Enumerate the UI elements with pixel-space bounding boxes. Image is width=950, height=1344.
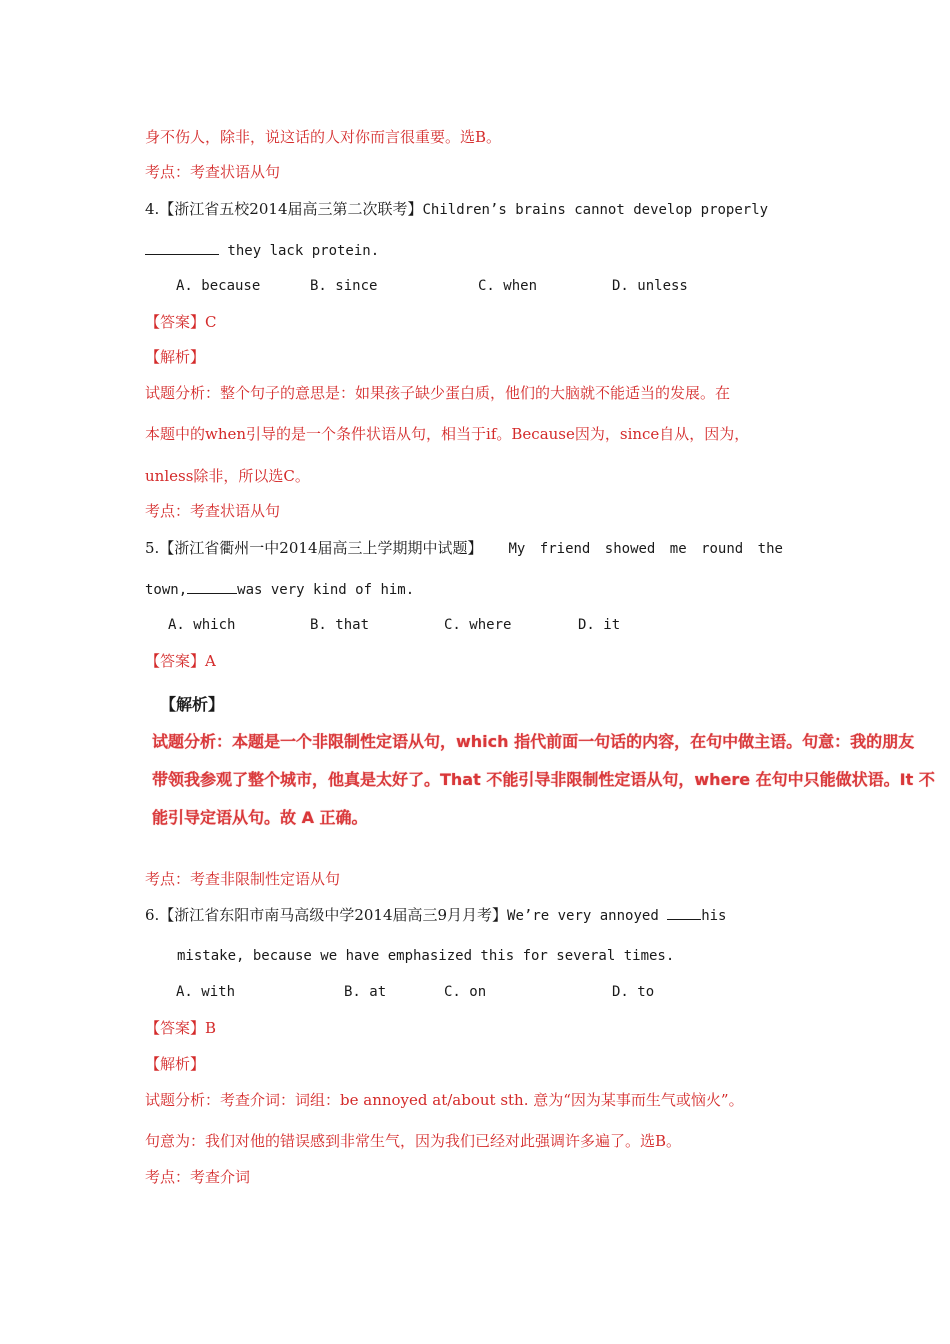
- q6-stem-en-b: his: [701, 908, 727, 924]
- q5-option-a: A. which: [168, 617, 236, 633]
- q4-answer-blank: [145, 240, 219, 255]
- q4-analysis-line: unless除非，所以选C。: [145, 467, 310, 485]
- q4-stem-line2-text: they lack protein.: [219, 243, 380, 259]
- q5-stem-line2: [145, 579, 414, 600]
- q6-analysis-label: 【解析】: [145, 1055, 206, 1073]
- q4-stem-prefix: 4.【浙江省五校2014届高三第二次联考】: [145, 200, 423, 218]
- q4-option-c: C. when: [478, 278, 538, 294]
- intro-exam-point: 考点：考查状语从句: [145, 163, 281, 181]
- q5-stem-line2-a: town,: [145, 582, 188, 598]
- q4-options: [0, 276, 950, 296]
- q5-option-c: C. where: [444, 617, 512, 633]
- q6-option-d: D. to: [612, 984, 655, 1000]
- q6-stem: [145, 905, 726, 926]
- q4-answer: 【答案】C: [145, 313, 217, 331]
- q5-analysis-line: 试题分析：本题是一个非限制性定语从句，which 指代前面一句话的内容，在句中做主语。句意：我的朋友: [152, 732, 915, 751]
- q6-analysis-line: 句意为：我们对他的错误感到非常生气，因为我们已经对此强调许多遍了。选B。: [145, 1132, 682, 1150]
- q5-option-b: B. that: [310, 617, 370, 633]
- q5-stem-en: My friend showed me round the: [508, 541, 783, 557]
- q6-stem-prefix: 6.【浙江省东阳市南马高级中学2014届高三9月月考】: [145, 906, 508, 924]
- q5-stem-line2-b: was very kind of him.: [237, 582, 415, 598]
- q6-analysis-line: 试题分析：考查介词：词组：be annoyed at/about sth. 意为“因为某事而生气或恼火”。: [145, 1091, 744, 1109]
- q6-options: [0, 982, 950, 1002]
- q4-analysis-label: 【解析】: [145, 348, 206, 366]
- q6-exam-point: 考点：考查介词: [145, 1168, 251, 1186]
- q4-exam-point: 考点：考查状语从句: [145, 502, 281, 520]
- q5-answer: 【答案】A: [145, 652, 216, 670]
- q6-answer: 【答案】B: [145, 1019, 217, 1037]
- q4-analysis-line: 试题分析：整个句子的意思是：如果孩子缺少蛋白质，他们的大脑就不能适当的发展。在: [145, 384, 731, 402]
- q5-analysis-line: 带领我参观了整个城市，他真是太好了。That 不能引导非限制性定语从句，where 在句中只能做状语。It 不: [152, 770, 935, 789]
- q5-option-d: D. it: [578, 617, 621, 633]
- intro-text: 身不伤人，除非，说这话的人对你而言很重要。选B。: [145, 128, 502, 146]
- q6-option-c: C. on: [444, 984, 487, 1000]
- q4-option-d: D. unless: [612, 278, 688, 294]
- q4-option-a: A. because: [176, 278, 261, 294]
- q6-option-a: A. with: [176, 984, 236, 1000]
- q6-stem-en: We’re very annoyed: [507, 908, 659, 924]
- q4-stem-en: Children’s brains cannot develop properly: [422, 202, 769, 218]
- q5-answer-blank: [187, 579, 237, 594]
- q5-options: [0, 615, 950, 635]
- q5-exam-point: 考点：考查非限制性定语从句: [145, 870, 341, 888]
- q4-stem-line2: [145, 240, 379, 261]
- q5-analysis-line: 能引导定语从句。故 A 正确。: [152, 808, 368, 827]
- q4-analysis-line: 本题中的when引导的是一个条件状语从句，相当于if。Because因为，since自从，因为，: [145, 425, 750, 443]
- q4-option-b: B. since: [310, 278, 378, 294]
- q5-stem: [145, 538, 783, 559]
- q5-stem-prefix: 5.【浙江省衢州一中2014届高三上学期期中试题】: [145, 539, 483, 557]
- q6-stem-line2: mistake, because we have emphasized this for several times.: [177, 948, 675, 964]
- q5-analysis-label: 【解析】: [160, 695, 225, 714]
- q6-option-b: B. at: [344, 984, 387, 1000]
- q6-answer-blank: [667, 905, 701, 920]
- q4-stem: [145, 199, 768, 220]
